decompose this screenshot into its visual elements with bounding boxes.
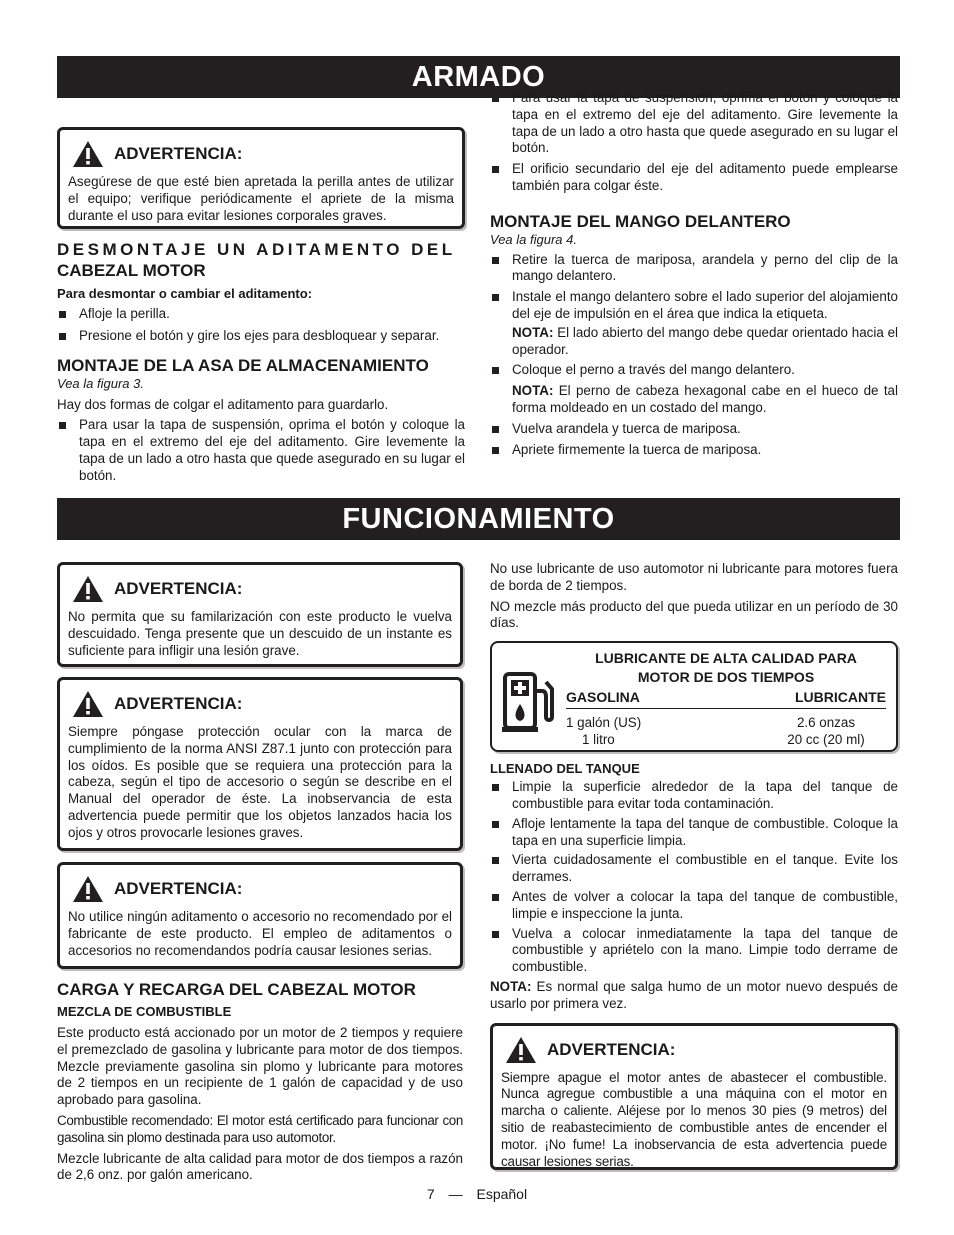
list-item: Antes de volver a colocar la tapa del tanque de combustible, limpie e inspeccione la junta. <box>490 889 898 923</box>
list-item-continued: Para usar la tapa de suspensión, oprima el botón y coloque la tapa en el extremo del eje del aditamento. Gire levemente la tapa de un lado a otro hasta que quede asegurado en su lugar el botón. <box>490 90 898 157</box>
fuel-mix-table-body <box>566 649 886 746</box>
funcionamiento-left-column <box>57 562 463 1184</box>
asa-continuation <box>490 90 898 158</box>
table-row <box>566 731 886 748</box>
table-cell-lubricante: 2.6 onzas <box>796 715 856 731</box>
armado-warning-box <box>57 127 465 229</box>
warning-text: No utilice ningún aditamento o accesorio no recomendado por el fabricante de este producto. El empleo de aditamentos o accesorios no recomendandos podría causar lesiones serias. <box>68 909 452 958</box>
warning-triangle-icon <box>72 140 104 168</box>
desmontaje-subheading: Para desmontar o cambiar el aditamento: <box>57 286 313 301</box>
warning-title: ADVERTENCIA: <box>547 1039 676 1059</box>
list-item: Limpie la superficie alrededor de la tapa del tanque de combustible para evitar toda contaminación. <box>490 779 898 813</box>
llenado-note: NOTA: Es normal que salga humo de un motor nuevo después de usarlo por primera vez. <box>490 978 898 1011</box>
page-number: 7 <box>426 1186 435 1202</box>
carga-paragraph-4: No use lubricante de uso automotor ni lubricante para motores fuera de borda de 2 tiempos. <box>490 561 898 593</box>
warning-triangle-icon <box>72 875 104 903</box>
list-item: El orificio secundario del eje del aditamento puede emplearse también para colgar éste. <box>490 161 898 195</box>
warning-triangle-icon <box>72 690 104 718</box>
list-item: Para usar la tapa de suspensión, oprima el botón y coloque la tapa en el extremo del eje del aditamento. Gire levemente la tapa de un lado a otro hasta que quede asegurado en su lugar el botón. <box>57 417 465 484</box>
asa-section <box>57 355 465 483</box>
warning-triangle-icon <box>72 575 104 603</box>
list-item: Vuelva arandela y tuerca de mariposa. <box>490 421 898 438</box>
warning-text: Siempre póngase protección ocular con la marca de cumplimiento de la norma ANSI Z87.1 junto con protección para los oídos. Es posible que se requiera una protección para la cabeza, según el tipo de accesorio o según se describe en el Manual del operador de éste. La inobservancia de esta advertencia puede permitir que los objetos lanzados hacia los ojos y otros provocarle lesiones graves. <box>68 724 452 840</box>
fuel-table-header <box>566 687 886 709</box>
carga-paragraph-2: Combustible recomendado: El motor está certificado para funcionar con gasolina sin plomo destinada para uso automotor. <box>57 1112 463 1145</box>
desmontaje-section <box>57 239 465 345</box>
column-header-gasolina: GASOLINA <box>566 689 640 706</box>
fuel-table-title-2: MOTOR DE DOS TIEMPOS <box>637 669 815 686</box>
armado-left-column <box>57 127 465 483</box>
llenado-section <box>490 760 898 1012</box>
warning-text: Siempre apague el motor antes de abastecer el combustible. Nunca agregue combustible a una máquina con el motor en marcha o caliente. Aléjese por lo menos 30 pies (9 metros) del sitio de reabastecimiento de combustible antes de encender el motor. ¡No fume! La inobservancia de esta advertencia puede causar lesiones serias. <box>501 1069 887 1169</box>
mango-note-1: NOTA: El lado abierto del mango debe quedar orientado hacia el operador. <box>512 324 898 357</box>
mango-figure-ref: Vea la figura 4. <box>490 231 577 247</box>
warning-title: ADVERTENCIA: <box>114 579 243 598</box>
table-cell-lubricante: 20 cc (20 ml) <box>787 732 865 748</box>
list-item: Afloje la perilla. <box>57 306 465 323</box>
table-row <box>566 714 886 731</box>
carga-paragraph-1: Este producto está accionado por un motor de 2 tiempos y requiere el premezclado de gasolina y lubricante para motor de dos tiempos. Mezcle previamente gasolina sin plomo y lubricante para motores de 2 tiempos en un recipiente de 1 galón de capacidad y de uso aprobado para gasolina. <box>57 1025 463 1108</box>
warning-box-3 <box>57 862 463 969</box>
funcionamiento-title: FUNCIONAMIENTO <box>342 503 615 535</box>
carga-paragraph-3: Mezcle lubricante de alta calidad para motor de dos tiempos a razón de 2,6 onz. por galón americano. <box>57 1150 463 1183</box>
asa-intro: Hay dos formas de colgar el aditamento para guardarlo. <box>57 396 389 412</box>
list-item: Vierta cuidadosamente el combustible en el tanque. Evite los derrames. <box>490 852 898 886</box>
funcionamiento-right-column <box>490 561 898 1170</box>
desmontaje-heading-line1: DESMONTAJE UN ADITAMENTO DEL <box>57 240 456 259</box>
warning-text: No permita que su familarización con este producto le vuelva descuidado. Tenga presente que un descuido de un instante es suficiente para infligir una lesión grave. <box>68 609 452 658</box>
fuel-table-title-1: LUBRICANTE DE ALTA CALIDAD PARA <box>595 650 857 667</box>
column-header-lubricante: LUBRICANTE <box>795 689 886 706</box>
list-item: Afloje lentamente la tapa del tanque de combustible. Coloque la tapa en una superficie limpia. <box>490 816 898 850</box>
list-item: Vuelva a colocar inmediatamente la tapa del tanque de combustible y apriételo con la mano. Limpie todo derrame de combustible. <box>490 926 898 976</box>
warning-box-4 <box>490 1023 898 1170</box>
footer-dash: — <box>448 1186 463 1202</box>
warning-triangle-icon <box>505 1036 537 1064</box>
mezcla-subheading: MEZCLA DE COMBUSTIBLE <box>57 1004 232 1019</box>
llenado-subheading: LLENADO DEL TANQUE <box>490 761 640 777</box>
carga-heading: CARGA Y RECARGA DEL CABEZAL MOTOR <box>57 980 416 999</box>
desmontaje-heading-line2: CABEZAL MOTOR <box>57 261 206 280</box>
list-item: Coloque el perno a través del mango delantero. <box>490 362 898 379</box>
armado-right-column <box>490 90 898 458</box>
armado-title: ARMADO <box>411 61 546 93</box>
warning-title: ADVERTENCIA: <box>114 694 243 713</box>
list-item: Apriete firmemente la tuerca de mariposa. <box>490 442 898 459</box>
page-footer <box>0 1186 954 1202</box>
fuel-pump-icon <box>502 671 558 733</box>
funcionamiento-banner <box>57 498 900 540</box>
mango-note-2: NOTA: El perno de cabeza hexagonal cabe en el hueco de tal forma moldeado en un costado del mango. <box>512 383 898 415</box>
asa-heading: MONTAJE DE LA ASA DE ALMACENAMIENTO <box>57 355 429 375</box>
warning-title: ADVERTENCIA: <box>114 879 243 898</box>
carga-section <box>57 979 463 1184</box>
carga-paragraph-5: NO mezcle más producto del que pueda utilizar en un período de 30 días. <box>490 598 898 631</box>
table-cell-gasolina: 1 galón (US) <box>566 715 642 731</box>
asa-figure-ref: Vea la figura 3. <box>57 375 144 391</box>
fuel-mix-table <box>490 641 898 752</box>
table-cell-gasolina: 1 litro <box>582 732 615 748</box>
footer-language: Español <box>476 1186 528 1202</box>
warning-text: Asegúrese de que esté bien apretada la perilla antes de utilizar el equipo; verifique periódicamente el apriete de la misma durante el uso para evitar lesiones corporales graves. <box>68 174 454 223</box>
warning-box-2 <box>57 677 463 851</box>
warning-title: ADVERTENCIA: <box>114 144 243 163</box>
list-item: Presione el botón y gire los ejes para desbloquear y separar. <box>57 328 465 345</box>
mango-heading: MONTAJE DEL MANGO DELANTERO <box>490 211 791 231</box>
mango-section <box>490 211 898 459</box>
warning-box-1 <box>57 562 463 667</box>
list-item: Instale el mango delantero sobre el lado superior del alojamiento del eje de impulsión en el área que indica la etiqueta. <box>490 289 898 323</box>
list-item: Retire la tuerca de mariposa, arandela y perno del clip de la mango delantero. <box>490 252 898 286</box>
